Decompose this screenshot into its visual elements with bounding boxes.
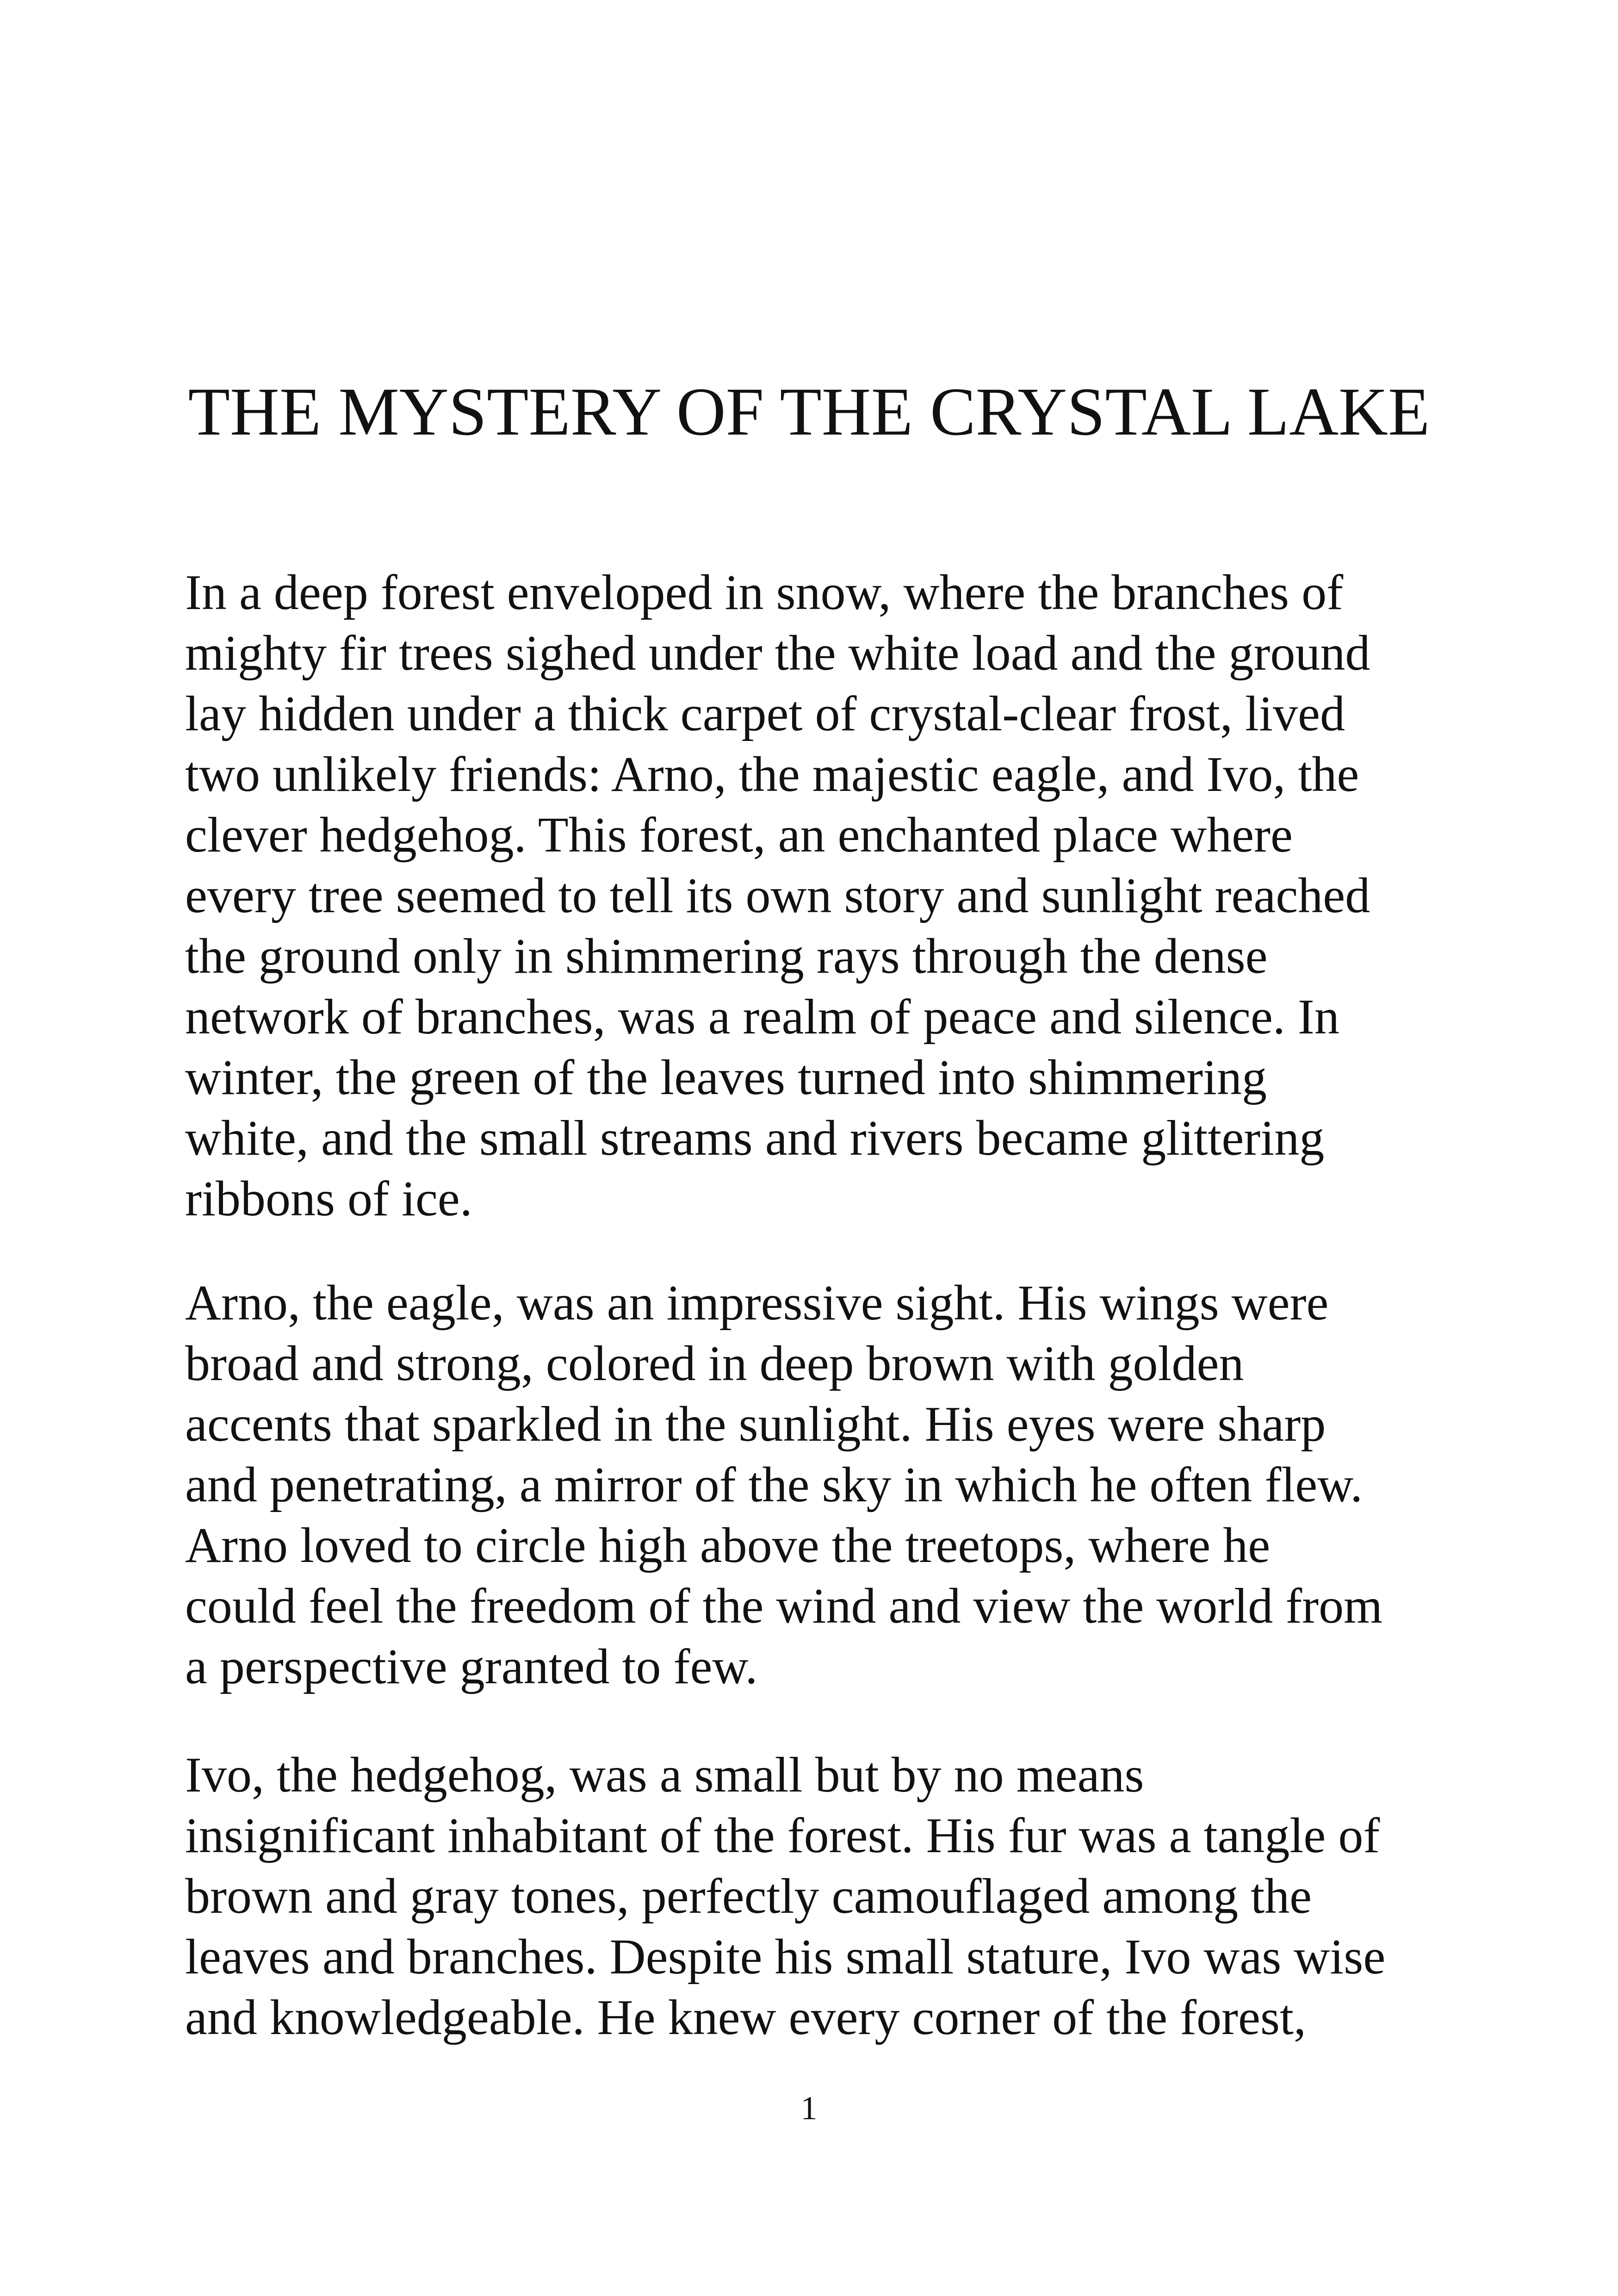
text-line: winter, the green of the leaves turned into shimmering xyxy=(185,1050,1267,1105)
paragraph-3 xyxy=(185,1745,1462,2048)
text-line: accents that sparkled in the sunlight. His eyes were sharp xyxy=(185,1397,1326,1452)
text-line: insignificant inhabitant of the forest. His fur was a tangle of xyxy=(185,1808,1380,1863)
text-line: white, and the small streams and rivers became glittering xyxy=(185,1111,1325,1166)
text-line: every tree seemed to tell its own story and sunlight reached xyxy=(185,868,1370,923)
text-line: In a deep forest enveloped in snow, where the branches of xyxy=(185,565,1344,620)
text-line: network of branches, was a realm of peace and silence. In xyxy=(185,989,1339,1045)
text-line: Arno loved to circle high above the treetops, where he xyxy=(185,1518,1271,1573)
text-line: Ivo, the hedgehog, was a small but by no means xyxy=(185,1748,1144,1803)
text-line: brown and gray tones, perfectly camouflaged among the xyxy=(185,1869,1312,1924)
text-line: ribbons of ice. xyxy=(185,1171,472,1226)
text-line: could feel the freedom of the wind and view the world from xyxy=(185,1579,1383,1634)
text-line: the ground only in shimmering rays through the dense xyxy=(185,929,1268,984)
paragraph-1 xyxy=(185,562,1462,1229)
paragraph-2 xyxy=(185,1273,1462,1697)
text-line: two unlikely friends: Arno, the majestic eagle, and Ivo, the xyxy=(185,747,1359,802)
text-line: a perspective granted to few. xyxy=(185,1639,758,1694)
text-line: Arno, the eagle, was an impressive sight. His wings were xyxy=(185,1276,1329,1331)
document-title: THE MYSTERY OF THE CRYSTAL LAKE xyxy=(188,374,1430,450)
text-line: mighty fir trees sighed under the white load and the ground xyxy=(185,626,1370,681)
text-line: and knowledgeable. He knew every corner of the forest, xyxy=(185,1990,1306,2045)
text-line: and penetrating, a mirror of the sky in which he often flew. xyxy=(185,1457,1363,1512)
text-line: broad and strong, colored in deep brown with golden xyxy=(185,1336,1244,1391)
text-line: lay hidden under a thick carpet of crystal-clear frost, lived xyxy=(185,686,1345,741)
text-line: clever hedgehog. This forest, an enchanted place where xyxy=(185,808,1293,863)
page-number: 1 xyxy=(800,2090,818,2127)
text-line: leaves and branches. Despite his small stature, Ivo was wise xyxy=(185,1929,1386,1985)
